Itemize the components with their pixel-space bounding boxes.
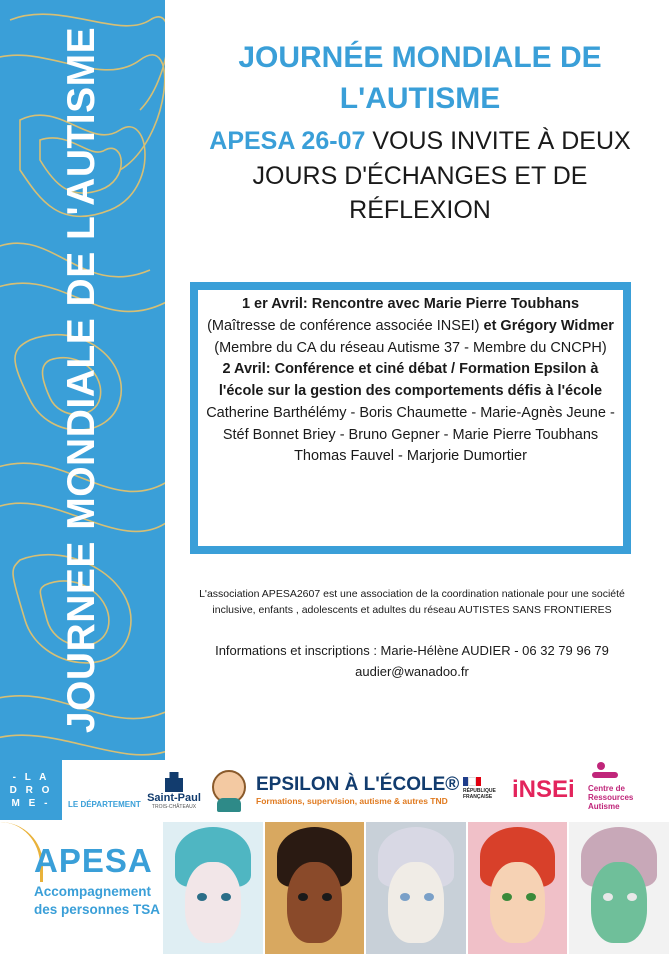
program-box <box>190 282 631 554</box>
day1-role-1: (Maîtresse de conférence associée INSEI) <box>207 317 480 334</box>
portrait-face <box>185 862 241 944</box>
portrait-face <box>287 862 343 944</box>
republique-francaise-logo <box>463 777 503 800</box>
castle-icon <box>165 772 183 792</box>
day1-title: 1 er Avril: Rencontre avec Marie Pierre Toubhans <box>241 296 580 312</box>
subtitle <box>180 124 660 228</box>
insei-logo: iNSEi <box>512 776 575 803</box>
side-band <box>0 0 165 760</box>
portrait-illustration <box>569 822 671 954</box>
epsilon-logo <box>256 774 460 806</box>
contact-email[interactable]: audier@wanadoo.fr <box>355 663 469 679</box>
program-content <box>198 290 623 546</box>
saint-paul-logo <box>145 772 203 810</box>
title-line-2: L'AUTISME <box>339 81 501 115</box>
cra-logo <box>588 762 660 812</box>
page-title <box>180 38 660 119</box>
saint-paul-sub: TROIS-CHÂTEAUX <box>151 804 197 810</box>
speakers-list: Catherine Barthélémy - Boris Chaumette - Marie-Agnès Jeune - Stéf Bonnet Briey - Bruno Gepner - Marie Pierre Toubhans <box>206 404 615 443</box>
person-icon <box>592 762 618 784</box>
french-flag-icon <box>463 777 481 786</box>
subtitle-line-2: JOURS D'ÉCHANGES ET DE <box>252 161 588 190</box>
saint-paul-name: Saint-Paul <box>147 792 201 804</box>
portrait-drawings <box>163 822 671 954</box>
day1-role-2: (Membre du CA du réseau Autisme 37 - Membre du CNCPH) <box>214 339 607 356</box>
epsilon-tagline: Formations, supervision, autisme & autres TND <box>256 796 448 806</box>
cra-label-1: Centre de <box>588 784 625 793</box>
portrait-eye <box>526 893 536 901</box>
portrait-illustration <box>265 822 367 954</box>
subtitle-line-3: RÉFLEXION <box>349 196 491 224</box>
apesa-tagline-2: des personnes TSA <box>34 902 161 917</box>
epsilon-name: EPSILON À L'ÉCOLE® <box>256 774 460 795</box>
portrait-illustration <box>163 822 265 954</box>
subtitle-line-1: VOUS INVITE À DEUX <box>365 127 631 155</box>
drome-line-3: M E - <box>11 797 51 809</box>
apesa-name: APESA <box>34 842 153 879</box>
speakers-list-2: Thomas Fauvel - Marjorie Dumortier <box>294 448 527 465</box>
day1-paragraph <box>206 294 615 359</box>
la-drome-logo <box>0 760 62 820</box>
portrait-face <box>591 862 647 944</box>
drome-line-2: D R O <box>9 784 53 796</box>
apesa-tagline-1: Accompagnement <box>34 884 152 899</box>
day2-title: 2 Avril: Conférence et ciné débat / Formation Epsilon à l'école sur la gestion des comportements défis à l'école <box>218 361 603 399</box>
subtitle-highlight: APESA 26-07 <box>209 127 366 155</box>
child-mascot-icon <box>212 770 246 804</box>
drome-line-1: - L A <box>12 771 50 783</box>
contact-block <box>192 641 632 683</box>
vertical-title: JOURNEE MONDIALE DE L'AUTISME <box>60 26 103 734</box>
day2-paragraph <box>206 359 615 403</box>
cra-label-2: Ressources <box>588 793 634 803</box>
title-line-1: JOURNÉE MONDIALE DE <box>238 41 602 74</box>
republique-label: RÉPUBLIQUE FRANÇAISE <box>463 788 496 800</box>
portrait-illustration <box>366 822 468 954</box>
portrait-illustration <box>468 822 570 954</box>
departement-label: LE DÉPARTEMENT <box>68 800 141 809</box>
cra-label-3: Autisme <box>588 802 620 812</box>
contact-info: Informations et inscriptions : Marie-Hélène AUDIER - 06 32 79 96 79 <box>215 643 609 658</box>
association-description: L'association APESA2607 est une association de la coordination nationale pour une société inclusive, enfants , adolescents et adultes du réseau AUTISTES SANS FRONTIERES <box>199 588 625 616</box>
apesa-logo <box>0 822 160 954</box>
portrait-face <box>388 862 444 944</box>
portrait-face <box>490 862 546 944</box>
day1-second-speaker: et Grégory Widmer <box>479 317 614 334</box>
portrait-eye <box>502 893 512 901</box>
